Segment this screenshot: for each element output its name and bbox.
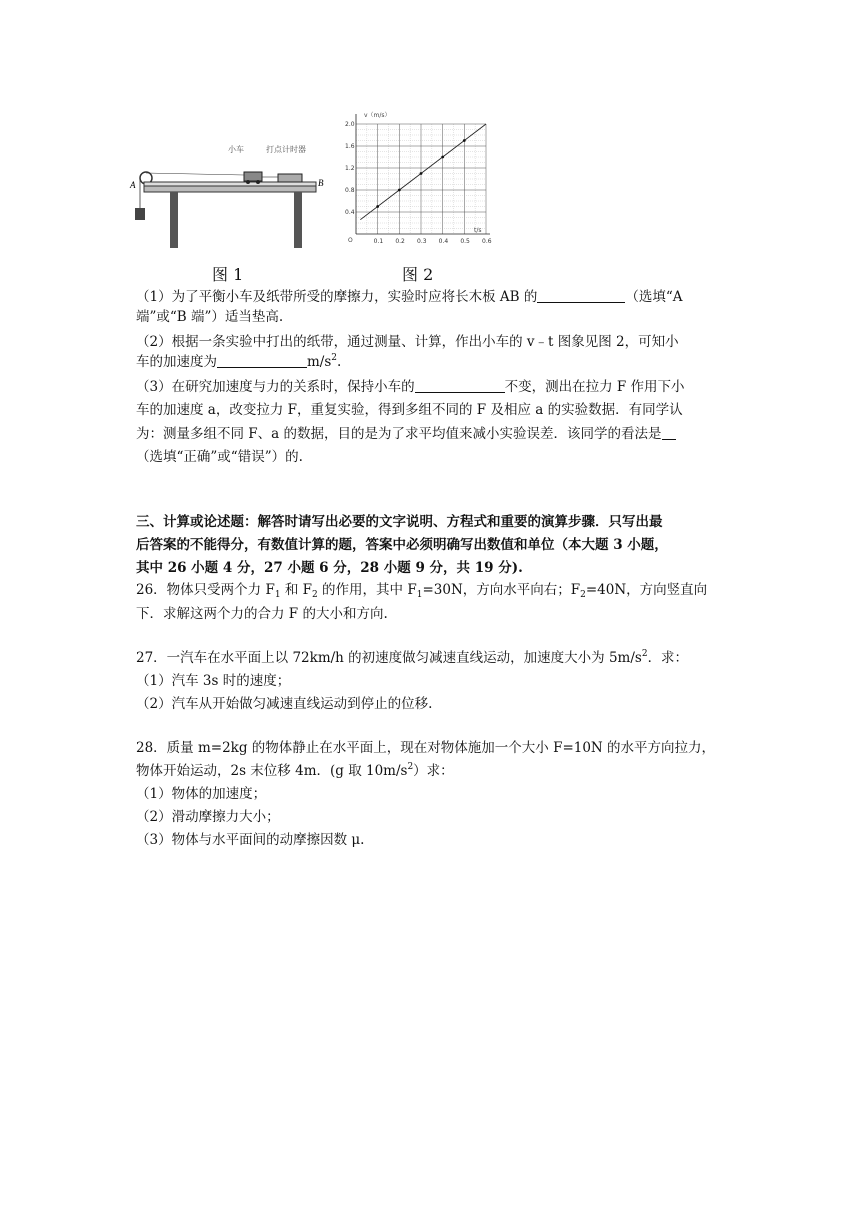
chart-grid [356, 124, 486, 234]
y-tick-label: 1.6 [345, 143, 355, 150]
section3-line2: 后答案的不能得分，有数值计算的题，答案中必须明确写出数值和单位（本大题 3 小题， [136, 537, 668, 553]
q28-line1: 28．质量 m=2kg 的物体静止在水平面上，现在对物体施加一个大小 F=10N 的水平方向拉力， [136, 740, 716, 756]
q28-line3: （1）物体的加速度； [136, 786, 267, 802]
y-axis-label: v（m/s） [364, 112, 391, 119]
q28-line5: （3）物体与水平面间的动摩擦因数 μ. [136, 832, 365, 848]
label-car: 小车 [228, 145, 244, 154]
x-tick-label: 0.6 [482, 238, 492, 245]
q25-part3-line4: （选填“正确”或“错误”）的. [136, 449, 303, 465]
q27-line3: （2）汽车从开始做匀减速直线运动到停止的位移. [136, 696, 433, 712]
data-point [420, 172, 423, 175]
q25-part2-line2: 车的加速度为 $m/s^2$. [136, 353, 342, 370]
figure-1-caption: 图 1 [212, 265, 244, 284]
q28-line2: 物体开始运动，2s 末位移 4m．(g 取 $10m/s^2$）求： [136, 762, 454, 779]
q25-part3-line1: （3）在研究加速度与力的关系时，保持小车的 不变，测出在拉力 F 作用下小 [136, 379, 685, 395]
answer-blank-4[interactable] [662, 425, 676, 440]
figure-1-apparatus [126, 128, 326, 260]
y-tick-label: 1.2 [345, 165, 355, 172]
label-b: B [318, 178, 324, 188]
q28-line4: （2）滑动摩擦力大小； [136, 809, 280, 825]
label-timer: 打点计时器 [266, 145, 306, 154]
y-tick-label: 0.8 [345, 187, 355, 194]
data-point [463, 139, 466, 142]
q25-part1-line2: 端”或“B 端”）适当垫高. [136, 309, 284, 325]
x-tick-label: 0.5 [460, 238, 470, 245]
q26-line1: 26．物体只受两个力 $F_1$ 和 $F_2$ 的作用，其中 $F_1=30N$，方向水平向右；$F_2=40N$，方向竖直向 [136, 582, 708, 600]
x-tick-label: 0.3 [417, 238, 427, 245]
x-axis-label: t/s [474, 227, 482, 234]
fit-line [360, 124, 486, 220]
origin-label: O [348, 237, 353, 244]
x-tick-label: 0.2 [395, 238, 405, 245]
figure-2-caption: 图 2 [402, 265, 434, 284]
data-point [441, 156, 444, 159]
q27-line2: （1）汽车 3s 时的速度； [136, 673, 291, 689]
q25-part3-line3: 为：测量多组不同 F、a 的数据，目的是为了求平均值来减小实验误差．该同学的看法是 [136, 424, 676, 444]
q27-line1: 27．一汽车在水平面上以 72km/h 的初速度做匀减速直线运动，加速度大小为 $5m/s^2$．求： [136, 649, 689, 666]
data-point [376, 205, 379, 208]
y-tick-label: 0.4 [345, 209, 355, 216]
q25-part1-line1: （1）为了平衡小车及纸带所受的摩擦力，实验时应将长木板 AB 的 （选填“A [136, 289, 683, 305]
figure-2-vt-chart [344, 108, 494, 260]
x-tick-label: 0.4 [438, 238, 449, 245]
x-tick-label: 0.1 [373, 238, 384, 245]
y-tick-label: 2.0 [345, 121, 355, 128]
answer-blank-1[interactable] [537, 288, 625, 303]
q25-part3-line2: 车的加速度 a，改变拉力 F，重复实验，得到多组不同的 F 及相应 a 的实验数据．有同学认 [136, 402, 683, 418]
q26-line2: 下．求解这两个力的合力 F 的大小和方向. [136, 606, 388, 622]
data-point [398, 189, 401, 192]
q25-part2-line1: （2）根据一条实验中打出的纸带，通过测量、计算，作出小车的 v﹣t 图象见图 2，可知小 [136, 334, 679, 350]
section3-line1: 三、计算或论述题：解答时请写出必要的文字说明、方程式和重要的演算步骤．只写出最 [136, 514, 663, 530]
label-a: A [130, 180, 136, 190]
answer-blank-2[interactable] [217, 353, 307, 368]
answer-blank-3[interactable] [415, 378, 505, 393]
section3-line3: 其中 26 小题 4 分，27 小题 6 分，28 小题 9 分，共 19 分). [136, 560, 523, 576]
